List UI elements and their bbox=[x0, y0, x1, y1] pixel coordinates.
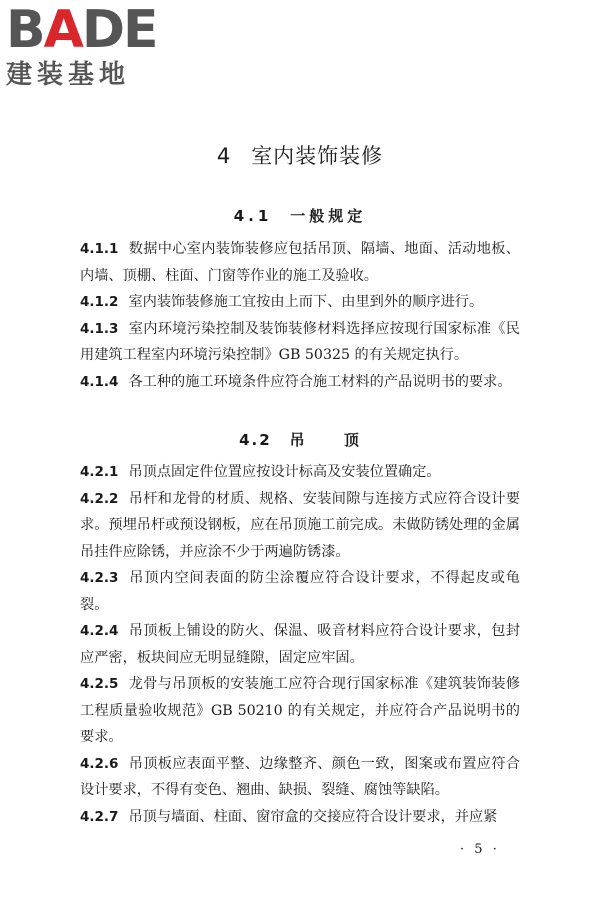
section-clauses bbox=[80, 459, 520, 830]
clause-number: 4.1.1 bbox=[80, 241, 119, 257]
clause-text: 吊顶点固定件位置应按设计标高及安装位置确定。 bbox=[128, 464, 441, 480]
clause-number: 4.2.1 bbox=[80, 464, 119, 480]
clause-number: 4.1.3 bbox=[80, 320, 119, 337]
chapter-number: 4 bbox=[216, 144, 232, 168]
page-number: · 5 · bbox=[460, 842, 500, 857]
clause-text: 龙骨与吊顶板的安装施工应符合现行国家标准《建筑装饰装修工程质量验收规范》GB 50210 的有关规定，并应符合产品说明书的要求。 bbox=[80, 676, 520, 745]
section-number: 4.2 bbox=[239, 431, 272, 449]
clause-number: 4.1.4 bbox=[80, 373, 119, 390]
clause-text: 吊顶内空间表面的防尘涂覆应符合设计要求，不得起皮或龟裂。 bbox=[80, 570, 520, 613]
clause bbox=[80, 289, 520, 316]
section-number: 4.1 bbox=[233, 207, 273, 225]
chapter-title: 室内装饰装修 bbox=[251, 144, 384, 168]
clause bbox=[80, 671, 520, 751]
section-clauses bbox=[80, 236, 520, 395]
clause-number: 4.2.3 bbox=[80, 570, 119, 586]
clause bbox=[80, 751, 520, 804]
clause bbox=[80, 236, 520, 289]
clause-number: 4.2.7 bbox=[80, 808, 119, 825]
section-title: 一般规定 bbox=[290, 207, 367, 225]
clause-text: 吊顶板上铺设的防火、保温、吸音材料应符合设计要求，包封应严密，板块间应无明显缝隙，固定应牢固。 bbox=[80, 623, 520, 666]
clause bbox=[80, 618, 520, 671]
clause-text: 室内装饰装修施工宜按由上而下、由里到外的顺序进行。 bbox=[128, 294, 484, 310]
section-heading bbox=[0, 205, 600, 226]
clause-text: 各工种的施工环境条件应符合施工材料的产品说明书的要求。 bbox=[128, 373, 512, 390]
clause bbox=[80, 565, 520, 618]
clause-number: 4.1.2 bbox=[80, 294, 119, 310]
clause-text: 数据中心室内装饰装修应包括吊顶、隔墙、地面、活动地板、内墙、顶棚、柱面、门窗等作业的施工及验收。 bbox=[80, 241, 520, 284]
chapter-heading bbox=[0, 140, 600, 170]
clause-text: 室内环境污染控制及装饰装修材料选择应按现行国家标准《民用建筑工程室内环境污染控制》GB 50325 的有关规定执行。 bbox=[80, 320, 520, 363]
clause-number: 4.2.6 bbox=[80, 755, 119, 772]
section-heading bbox=[0, 429, 600, 450]
clause bbox=[80, 804, 520, 831]
clause-text: 吊顶板应表面平整、边缘整齐、颜色一致，图案或布置应符合设计要求，不得有变色、翘曲、缺损、裂缝、腐蚀等缺陷。 bbox=[80, 755, 520, 798]
clause-text: 吊杆和龙骨的材质、规格、安装间隙与连接方式应符合设计要求。预埋吊杆或预设钢板，应在吊顶施工前完成。未做防锈处理的金属吊挂件应除锈，并应涂不少于两遍防锈漆。 bbox=[80, 490, 520, 560]
section-title: 吊 顶 bbox=[289, 431, 361, 449]
clause bbox=[80, 486, 520, 566]
clause-text: 吊顶与墙面、柱面、窗帘盒的交接应符合设计要求，并应紧 bbox=[128, 808, 498, 825]
clause-number: 4.2.5 bbox=[80, 676, 119, 692]
clause-number: 4.2.4 bbox=[80, 623, 119, 639]
logo-mark: BADE bbox=[6, 0, 157, 60]
clause bbox=[80, 459, 520, 486]
logo-subtitle: 建装基地 bbox=[6, 60, 131, 90]
clause-number: 4.2.2 bbox=[80, 490, 119, 507]
logo bbox=[6, 2, 186, 90]
clause bbox=[80, 369, 520, 396]
clause bbox=[80, 316, 520, 369]
